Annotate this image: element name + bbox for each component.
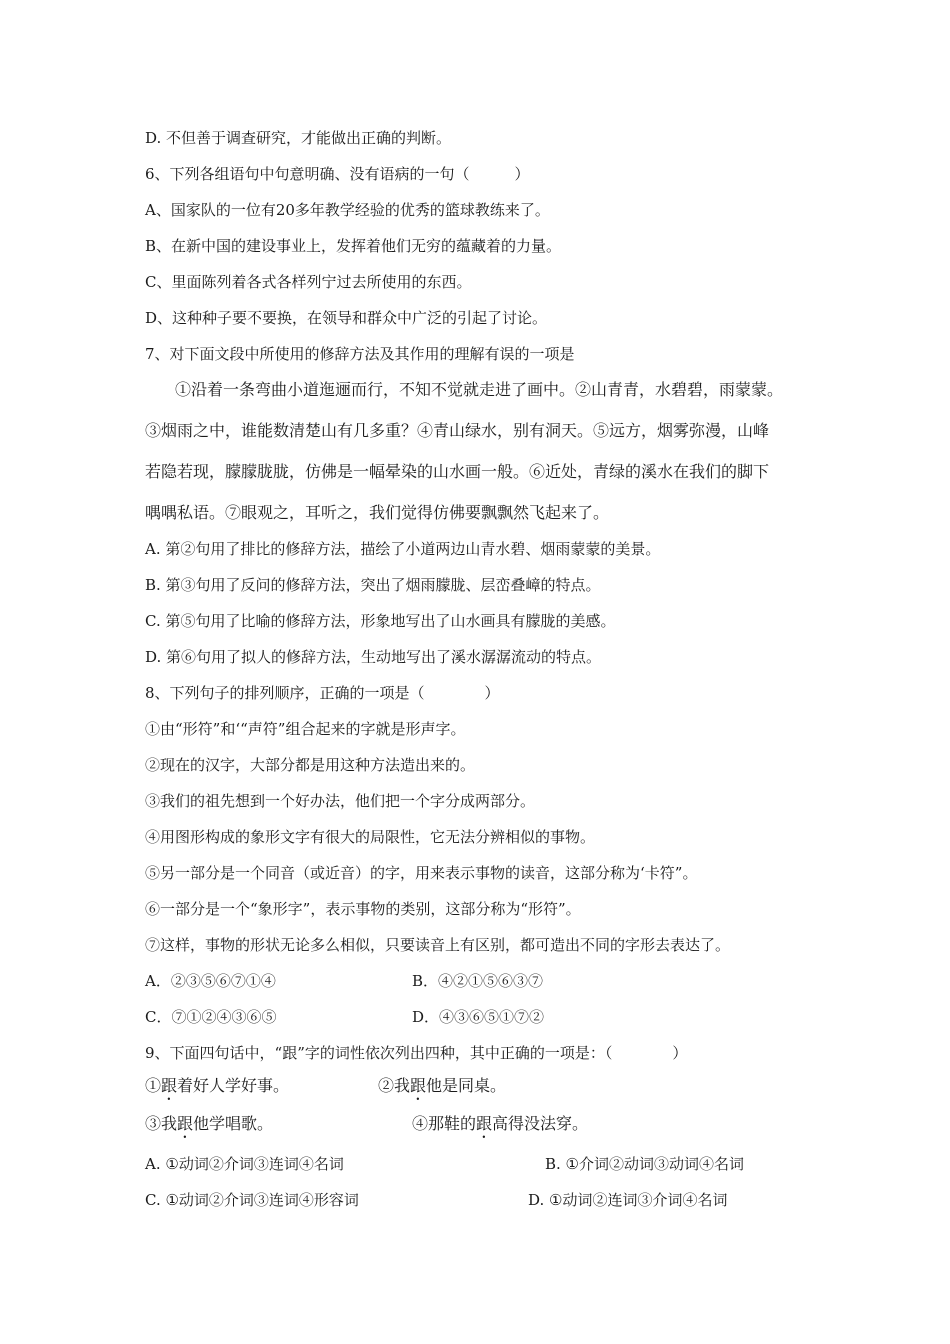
q6-option-d: D、这种种子要不要换，在领导和群众中广泛的引起了讨论。	[145, 309, 548, 327]
q9-sentence-4-suffix: 高得没法穿。	[492, 1114, 589, 1133]
q9-sentence-3-prefix: ③我	[145, 1114, 178, 1133]
q9-option-a: A. ①动词②介词③连词④名词	[145, 1155, 344, 1173]
q8-item: ③我们的祖先想到一个好办法，他们把一个字分成两部分。	[145, 792, 536, 810]
q6-option-a: A、国家队的一位有20多年教学经验的优秀的篮球教练来了。	[145, 201, 550, 219]
q9-sentence-2	[378, 1076, 506, 1096]
q8-item: ①由“形符”和‘“声符”组合起来的字就是形声字。	[145, 720, 466, 738]
q9-sentence-2-keyword: 跟	[410, 1076, 427, 1095]
q5-option-d: D. 不但善于调查研究，才能做出正确的判断。	[145, 129, 452, 147]
q8-option-a: A．②③⑤⑥⑦①④	[145, 972, 276, 990]
q9-option-c: C. ①动词②介词③连词④形容词	[145, 1191, 359, 1209]
q9-sentence-1	[145, 1076, 289, 1096]
q9-sentence-3	[145, 1114, 273, 1134]
q7-option-d: D. 第⑥句用了拟人的修辞方法，生动地写出了溪水潺潺流动的特点。	[145, 648, 602, 666]
q8-stem: 8、下列句子的排列顺序，正确的一项是（ ）	[145, 684, 500, 702]
q9-sentence-1-keyword: 跟	[161, 1076, 178, 1095]
q8-option-c: C．⑦①②④③⑥⑤	[145, 1008, 277, 1026]
q9-option-d: D. ①动词②连词③介词④名词	[528, 1191, 728, 1209]
q9-sentence-4-keyword: 跟	[476, 1114, 493, 1133]
q6-option-c: C、里面陈列着各式各样列宁过去所使用的东西。	[145, 273, 472, 291]
q9-stem: 9、下面四句话中，“跟”字的词性依次列出四种，其中正确的一项是：（ ）	[145, 1044, 688, 1062]
q9-sentence-2-suffix: 他是同桌。	[426, 1076, 507, 1095]
q9-sentence-1-suffix: 着好人学好事。	[177, 1076, 290, 1095]
q9-sentence-4	[412, 1114, 588, 1134]
q9-sentence-4-prefix: ④那鞋的	[412, 1114, 477, 1133]
q8-item: ⑤另一部分是一个同音（或近音）的字，用来表示事物的读音，这部分称为‘卡符”。	[145, 864, 698, 882]
q8-item: ④用图形构成的象形文字有很大的局限性，它无法分辨相似的事物。	[145, 828, 596, 846]
q6-option-b: B、在新中国的建设事业上，发挥着他们无穷的蕴藏着的力量。	[145, 237, 562, 255]
q8-option-d: D．④③⑥⑤①⑦②	[412, 1008, 545, 1026]
q8-item: ⑥一部分是一个“象形字”，表示事物的类别，这部分称为“形符”。	[145, 900, 581, 918]
q7-stem: 7、对下面文段中所使用的修辞方法及其作用的理解有误的一项是	[145, 345, 575, 363]
q8-option-b: B．④②①⑤⑥③⑦	[412, 972, 544, 990]
q7-option-b: B. 第③句用了反问的修辞方法，突出了烟雨朦胧、层峦叠嶂的特点。	[145, 576, 601, 594]
q9-sentence-3-keyword: 跟	[177, 1114, 194, 1133]
q7-passage-line: ③烟雨之中，谁能数清楚山有几多重？④青山绿水，别有洞天。⑤远方，烟雾弥漫，山峰	[145, 421, 770, 440]
q9-option-b: B. ①介词②动词③动词④名词	[545, 1155, 745, 1173]
q7-option-c: C. 第⑤句用了比喻的修辞方法，形象地写出了山水画具有朦胧的美感。	[145, 612, 616, 630]
q7-passage-line: 喁喁私语。⑦眼观之，耳听之，我们觉得仿佛要飘飘然飞起来了。	[145, 503, 610, 522]
q9-sentence-2-prefix: ②我	[378, 1076, 411, 1095]
q9-sentence-3-suffix: 他学唱歌。	[193, 1114, 274, 1133]
q7-passage-line: ①沿着一条弯曲小道迤逦而行，不知不觉就走进了画中。②山青青，水碧碧，雨蒙蒙。	[175, 380, 784, 399]
q8-item: ②现在的汉字，大部分都是用这种方法造出来的。	[145, 756, 476, 774]
q7-option-a: A. 第②句用了排比的修辞方法，描绘了小道两边山青水碧、烟雨蒙蒙的美景。	[145, 540, 661, 558]
q6-stem: 6、下列各组语句中句意明确、没有语病的一句（ ）	[145, 165, 530, 183]
q9-sentence-1-prefix: ①	[145, 1076, 162, 1095]
q7-passage-line: 若隐若现，朦朦胧胧，仿佛是一幅晕染的山水画一般。⑥近处，青绿的溪水在我们的脚下	[145, 462, 770, 481]
q8-item: ⑦这样，事物的形状无论多么相似，只要读音上有区别，都可造出不同的字形去表达了。	[145, 936, 731, 954]
